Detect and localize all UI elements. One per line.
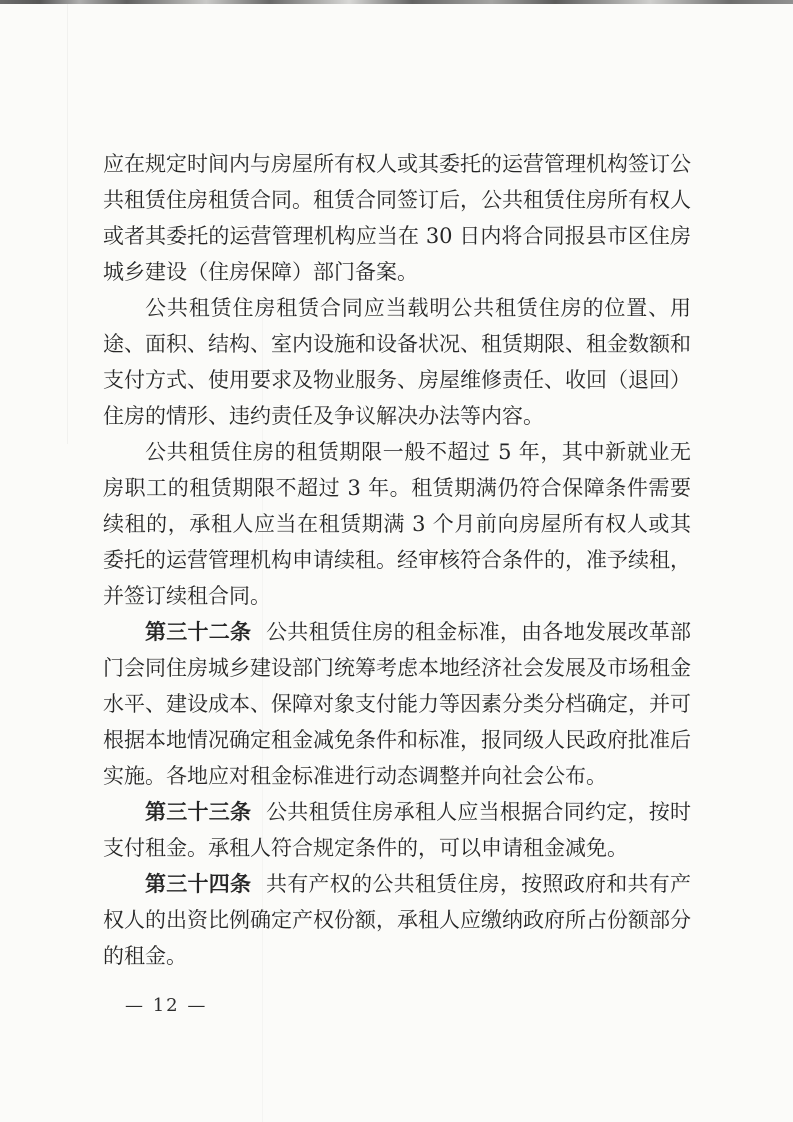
paragraph: 公共租赁住房租赁合同应当载明公共租赁住房的位置、用途、面积、结构、室内设施和设备状况、租赁期限、租金数额和支付方式、使用要求及物业服务、房屋维修责任、收回（退回）住房的情形、违约责任及争议解决办法等内容。 bbox=[103, 296, 691, 428]
paragraph: 第三十二条 公共租赁住房的租金标准，由各地发展改革部门会同住房城乡建设部门统筹考虑本地经济社会发展及市场租金水平、建设成本、保障对象支付能力等因素分类分档确定，并可根据本地情况确定租金减免条件和标准，报同级人民政府批准后实施。各地应对租金标准进行动态调整并向社会公布。 bbox=[103, 620, 692, 788]
scan-edge-artifact bbox=[0, 0, 793, 4]
paragraph: 公共租赁住房的租赁期限一般不超过 5 年，其中新就业无房职工的租赁期限不超过 3 年。租赁期满仍符合保障条件需要续租的，承租人应当在租赁期满 3 个月前向房屋所有权人或其委托的运营管理机构申请续租。经审核符合条件的，准予续租，并签订续租合同。 bbox=[103, 440, 691, 608]
article-number: 第三十三条 bbox=[145, 800, 252, 824]
article-number: 第三十二条 bbox=[145, 620, 252, 644]
page-number: — 12 — bbox=[125, 995, 208, 1016]
paragraph: 第三十四条 共有产权的公共租赁住房，按照政府和共有产权人的出资比例确定产权份额，承租人应缴纳政府所占份额部分的租金。 bbox=[103, 872, 692, 968]
paragraph: 应在规定时间内与房屋所有权人或其委托的运营管理机构签订公共租赁住房租赁合同。租赁合同签订后，公共租赁住房所有权人或者其委托的运营管理机构应当在 30 日内将合同报县市区住房城乡建设（住房保障）部门备案。 bbox=[103, 152, 691, 284]
document-body bbox=[103, 146, 691, 974]
paragraph: 第三十三条 公共租赁住房承租人应当根据合同约定，按时支付租金。承租人符合规定条件的，可以申请租金减免。 bbox=[103, 800, 692, 860]
article-number: 第三十四条 bbox=[145, 872, 252, 896]
scan-artifact-line bbox=[67, 4, 68, 444]
